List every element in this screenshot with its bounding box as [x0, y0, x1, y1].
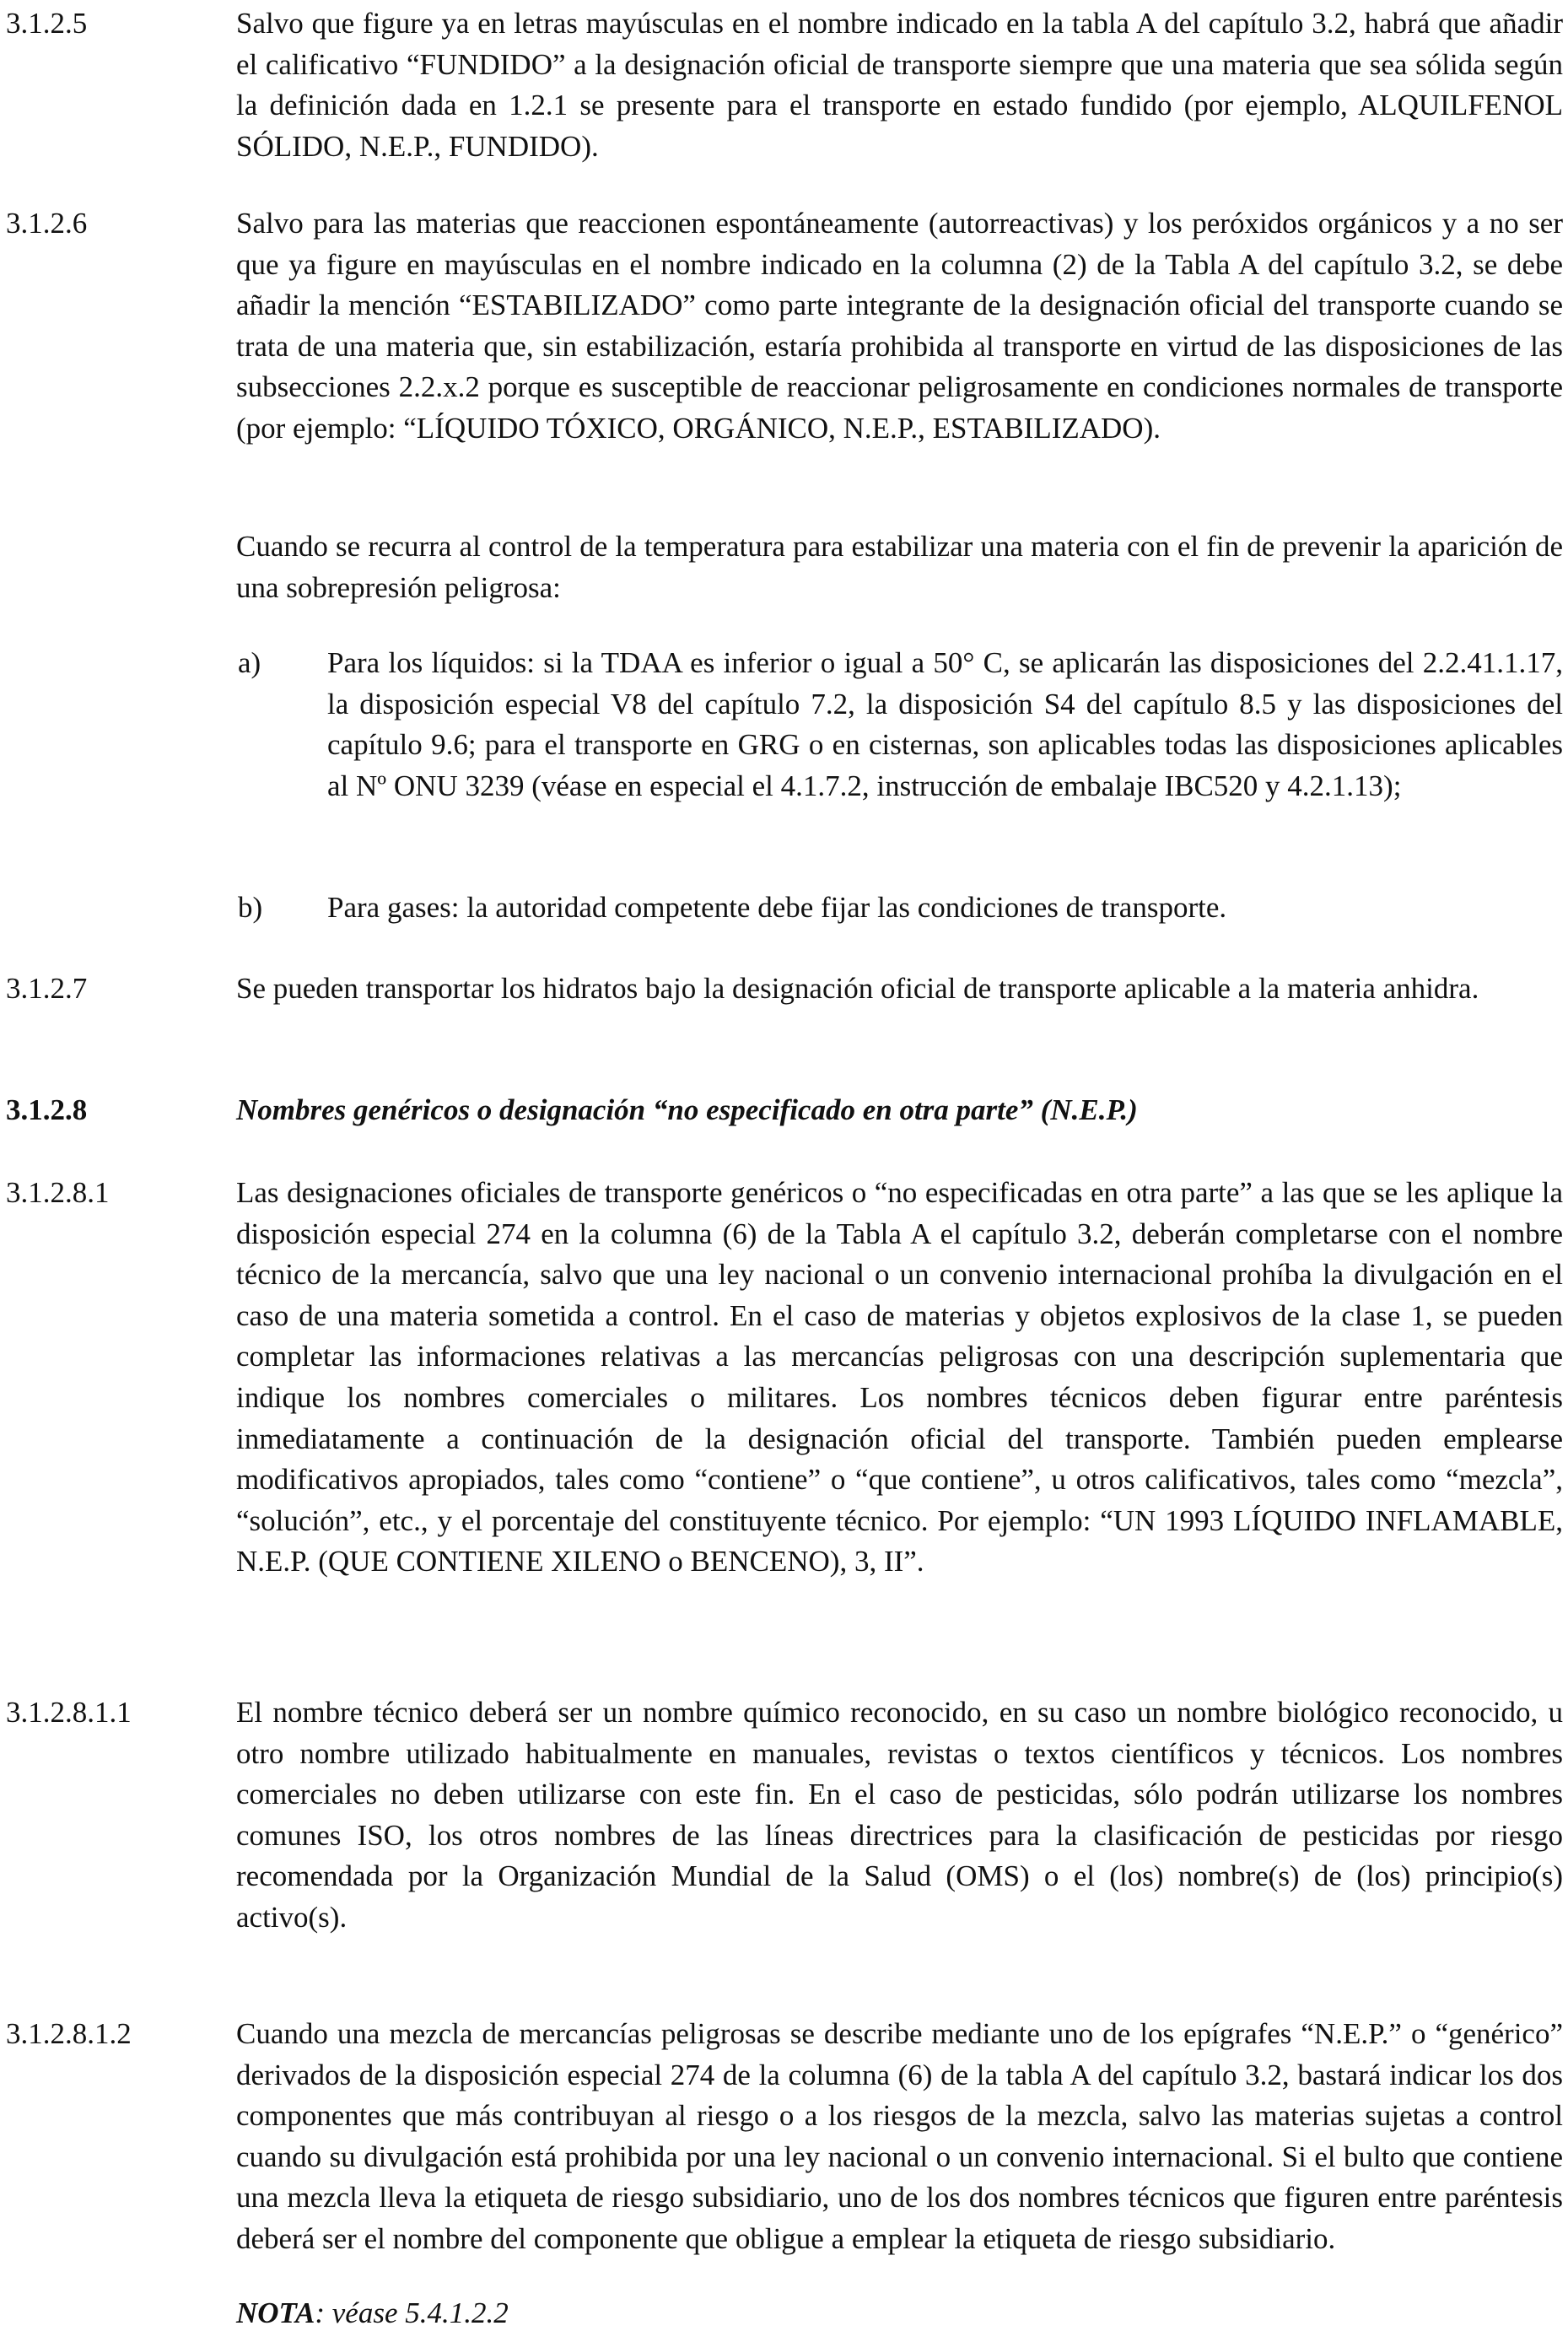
- note-label: NOTA: [236, 2296, 315, 2329]
- list-item-text: Para gases: la autoridad competente debe fijar las condiciones de transporte.: [327, 891, 1227, 924]
- note-text: [236, 2293, 1563, 2334]
- section-number: 3.1.2.7: [6, 972, 88, 1005]
- section-number: 3.1.2.8.1.1: [6, 1696, 132, 1729]
- list-item-label: a): [238, 646, 261, 679]
- section-text: Se pueden transportar los hidratos bajo la designación oficial de transporte aplicable a la materia anhidra.: [236, 972, 1479, 1005]
- section-text: Cuando una mezcla de mercancías peligrosas se describe mediante uno de los epígrafes “N.E.P.” o “genérico” derivados de la disposición especial 274 de la columna (6) de la tabla A del capítulo 3.2, bastará indicar los dos componentes que más contribuyan al riesgo o a los riesgos de la mezcla, salvo las materias sujetas a control cuando su divulgación está prohibida por una ley nacional o un convenio internacional. Si el bulto que contiene una mezcla lleva la etiqueta de riesgo subsidiario, uno de los dos nombres técnicos que figuren entre paréntesis deberá ser el nombre del componente que obligue a emplear la etiqueta de riesgo subsidiario.: [236, 2017, 1563, 2255]
- paragraph-text: Cuando se recurra al control de la temperatura para estabilizar una materia con el fin de prevenir la aparición de una sobrepresión peligrosa:: [236, 530, 1563, 604]
- section-text: Salvo que figure ya en letras mayúsculas en el nombre indicado en la tabla A del capítulo 3.2, habrá que añadir el calificativo “FUNDIDO” a la designación oficial de transporte siempre que una materia que sea sólida según la definición dada en 1.2.1 se presente para el transporte en estado fundido (por ejemplo, ALQUILFENOL SÓLIDO, N.E.P., FUNDIDO).: [236, 7, 1563, 163]
- note-reference: : véase 5.4.1.2.2: [315, 2296, 509, 2329]
- list-item-label: b): [238, 891, 263, 924]
- section-number: 3.1.2.6: [6, 207, 88, 240]
- list-item-text: Para los líquidos: si la TDAA es inferior o igual a 50° C, se aplicarán las disposiciones del 2.2.41.1.17, la disposición especial V8 del capítulo 7.2, la disposición S4 del capítulo 8.5 y las disposiciones del capítulo 9.6; para el transporte en GRG o en cisternas, son aplicables todas las disposiciones aplicables al Nº ONU 3239 (véase en especial el 4.1.7.2, instrucción de embalaje IBC520 y 4.2.1.13);: [327, 646, 1563, 802]
- section-number: 3.1.2.8: [6, 1093, 88, 1126]
- section-number: 3.1.2.8.1: [6, 1176, 110, 1209]
- section-title: Nombres genéricos o designación “no especificado en otra parte” (N.E.P.): [236, 1093, 1138, 1126]
- section-text: El nombre técnico deberá ser un nombre químico reconocido, en su caso un nombre biológico reconocido, u otro nombre utilizado habitualmente en manuales, revistas o textos científicos y técnicos. Los nombres comerciales no deben utilizarse con este fin. En el caso de pesticidas, sólo podrán utilizarse los nombres comunes ISO, los otros nombres de las líneas directrices para la clasificación de pesticidas por riesgo recomendada por la Organización Mundial de la Salud (OMS) o el (los) nombre(s) de (los) principio(s) activo(s).: [236, 1696, 1563, 1934]
- section-number: 3.1.2.8.1.2: [6, 2017, 132, 2050]
- section-text: Las designaciones oficiales de transporte genéricos o “no especificadas en otra parte” a las que se les aplique la disposición especial 274 en la columna (6) de la Tabla A el capítulo 3.2, deberán completarse con el nombre técnico de la mercancía, salvo que una ley nacional o un convenio internacional prohíba la divulgación en el caso de una materia sometida a control. En el caso de materias y objetos explosivos de la clase 1, se pueden completar las informaciones relativas a las mercancías peligrosas con una descripción suplementaria que indique los nombres comerciales o militares. Los nombres técnicos deben figurar entre paréntesis inmediatamente a continuación de la designación oficial del transporte. También pueden emplearse modificativos apropiados, tales como “contiene” o “que contiene”, u otros calificativos, tales como “mezcla”, “solución”, etc., y el porcentaje del constituyente técnico. Por ejemplo: “UN 1993 LÍQUIDO INFLAMABLE, N.E.P. (QUE CONTIENE XILENO o BENCENO), 3, II”.: [236, 1176, 1563, 1578]
- section-number: 3.1.2.5: [6, 7, 88, 40]
- section-text: Salvo para las materias que reaccionen espontáneamente (autorreactivas) y los peróxidos orgánicos y a no ser que ya figure en mayúsculas en el nombre indicado en la columna (2) de la Tabla A del capítulo 3.2, se debe añadir la mención “ESTABILIZADO” como parte integrante de la designación oficial del transporte cuando se trata de una materia que, sin estabilización, estaría prohibida al transporte en virtud de las disposiciones de las subsecciones 2.2.x.2 porque es susceptible de reaccionar peligrosamente en condiciones normales de transporte (por ejemplo: “LÍQUIDO TÓXICO, ORGÁNICO, N.E.P., ESTABILIZADO).: [236, 207, 1563, 445]
